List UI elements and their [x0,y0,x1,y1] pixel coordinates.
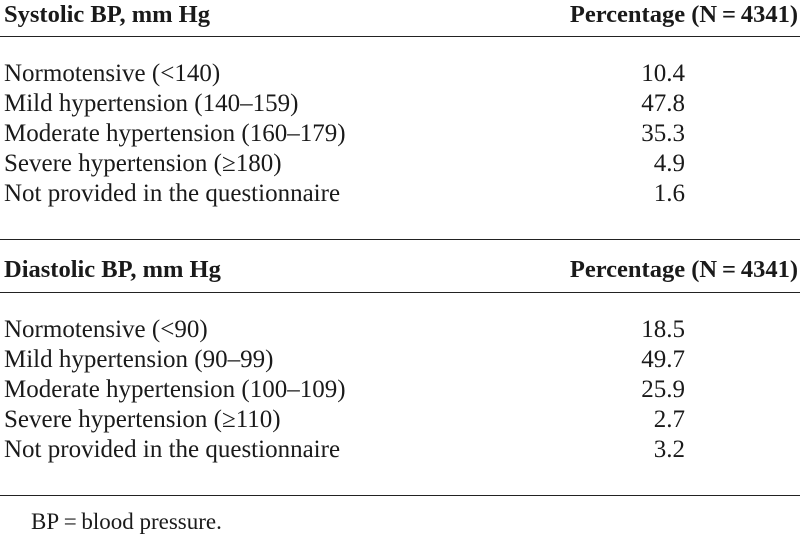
row-value: 3.2 [653,436,685,463]
row-label: Normotensive (<140) [4,60,221,87]
table-row [0,375,800,405]
systolic-header-label: Systolic BP, mm Hg [4,1,210,28]
row-value: 4.9 [653,150,685,177]
table-footnote: BP = blood pressure. [31,509,222,534]
row-value: 35.3 [641,120,685,147]
table-row [0,345,800,375]
row-value: 10.4 [641,60,685,87]
table-row [0,149,800,179]
systolic-header-value: Percentage (N = 4341) [569,1,798,28]
row-label: Not provided in the questionnaire [4,180,341,207]
table-bottom-rule [0,495,800,496]
row-label: Mild hypertension (140–159) [4,90,299,117]
table-row [0,89,800,119]
row-value: 49.7 [641,346,685,373]
row-value: 25.9 [641,376,685,403]
row-label: Severe hypertension (≥110) [4,406,281,433]
table-row [0,179,800,209]
row-label: Severe hypertension (≥180) [4,150,282,177]
diastolic-header-row [0,255,800,285]
row-label: Normotensive (<90) [4,316,208,343]
row-label: Mild hypertension (90–99) [4,346,274,373]
row-label: Moderate hypertension (160–179) [4,120,346,147]
systolic-header-row [0,0,800,30]
diastolic-header-rule [0,292,800,293]
table-row [0,405,800,435]
row-value: 18.5 [641,316,685,343]
row-label: Moderate hypertension (100–109) [4,376,346,403]
section-divider-rule [0,239,800,240]
systolic-header-rule [0,36,800,37]
row-value: 2.7 [653,406,685,433]
row-value: 1.6 [653,180,685,207]
diastolic-header-label: Diastolic BP, mm Hg [4,256,221,283]
diastolic-header-value: Percentage (N = 4341) [569,256,798,283]
row-value: 47.8 [641,90,685,117]
table-row [0,435,800,465]
table-row [0,59,800,89]
row-label: Not provided in the questionnaire [4,436,341,463]
table-row [0,119,800,149]
table-row [0,315,800,345]
